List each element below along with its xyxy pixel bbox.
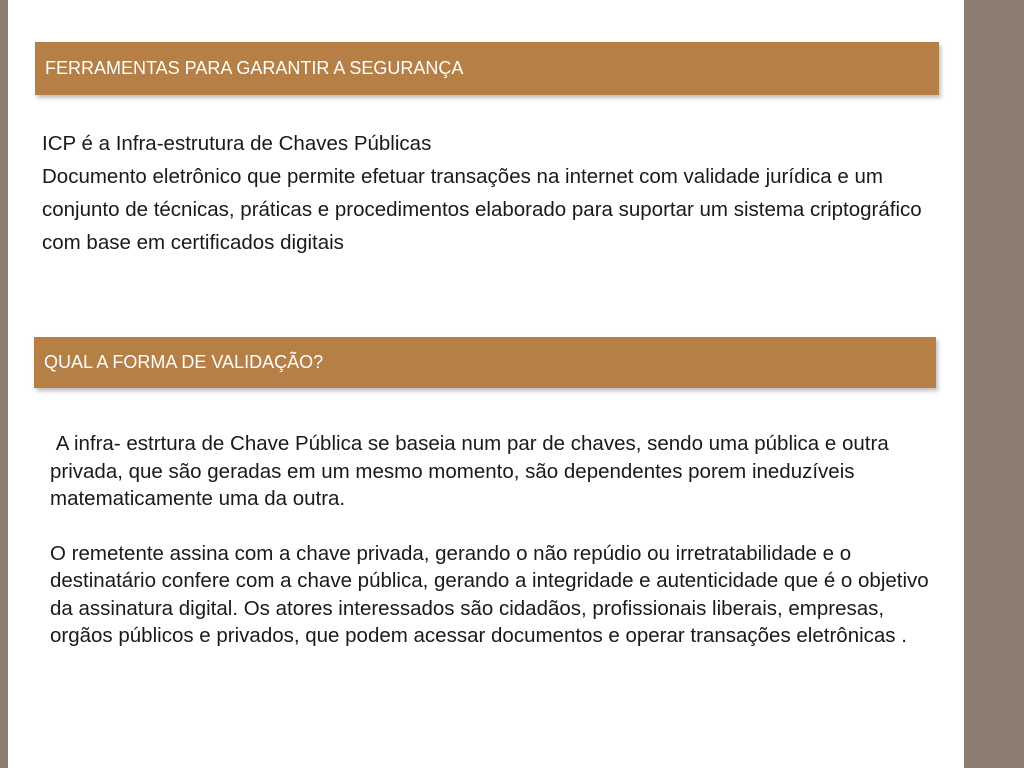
section2-paragraph1: A infra- estrtura de Chave Pública se baseia num par de chaves, sendo uma pública e outra privada, que são geradas em um mesmo momento, são dependentes porem ineduzíveis matematicamente uma da outra. — [50, 432, 895, 510]
paragraph-spacer — [50, 513, 935, 540]
section2-title: QUAL A FORMA DE VALIDAÇÃO? — [44, 352, 324, 372]
section1-line1: ICP é a Infra-estrutura de Chaves Públicas — [42, 132, 432, 155]
section2-paragraph2: O remetente assina com a chave privada, gerando o não repúdio ou irretratabilidade e o destinatário confere com a chave pública, gerando a integridade e autenticidade que é o objetivo da assinatura digital. Os atores interessados são cidadãos, profissionais liberais, empresas, orgãos públicos e privados, que podem acessar documentos e operar transações eletrônicas . — [50, 541, 929, 647]
section2-body — [50, 430, 935, 650]
left-decorative-bar — [0, 0, 8, 768]
section1-header — [35, 42, 939, 95]
right-decorative-bar — [964, 0, 1024, 768]
section1-title: FERRAMENTAS PARA GARANTIR A SEGURANÇA — [45, 58, 464, 78]
section1-body — [42, 127, 932, 259]
section1-paragraph: Documento eletrônico que permite efetuar transações na internet com validade jurídica e um conjunto de técnicas, práticas e procedimentos elaborado para suportar um sistema criptográfico com base em certificados digitais — [42, 165, 922, 254]
section2-header — [34, 337, 936, 388]
